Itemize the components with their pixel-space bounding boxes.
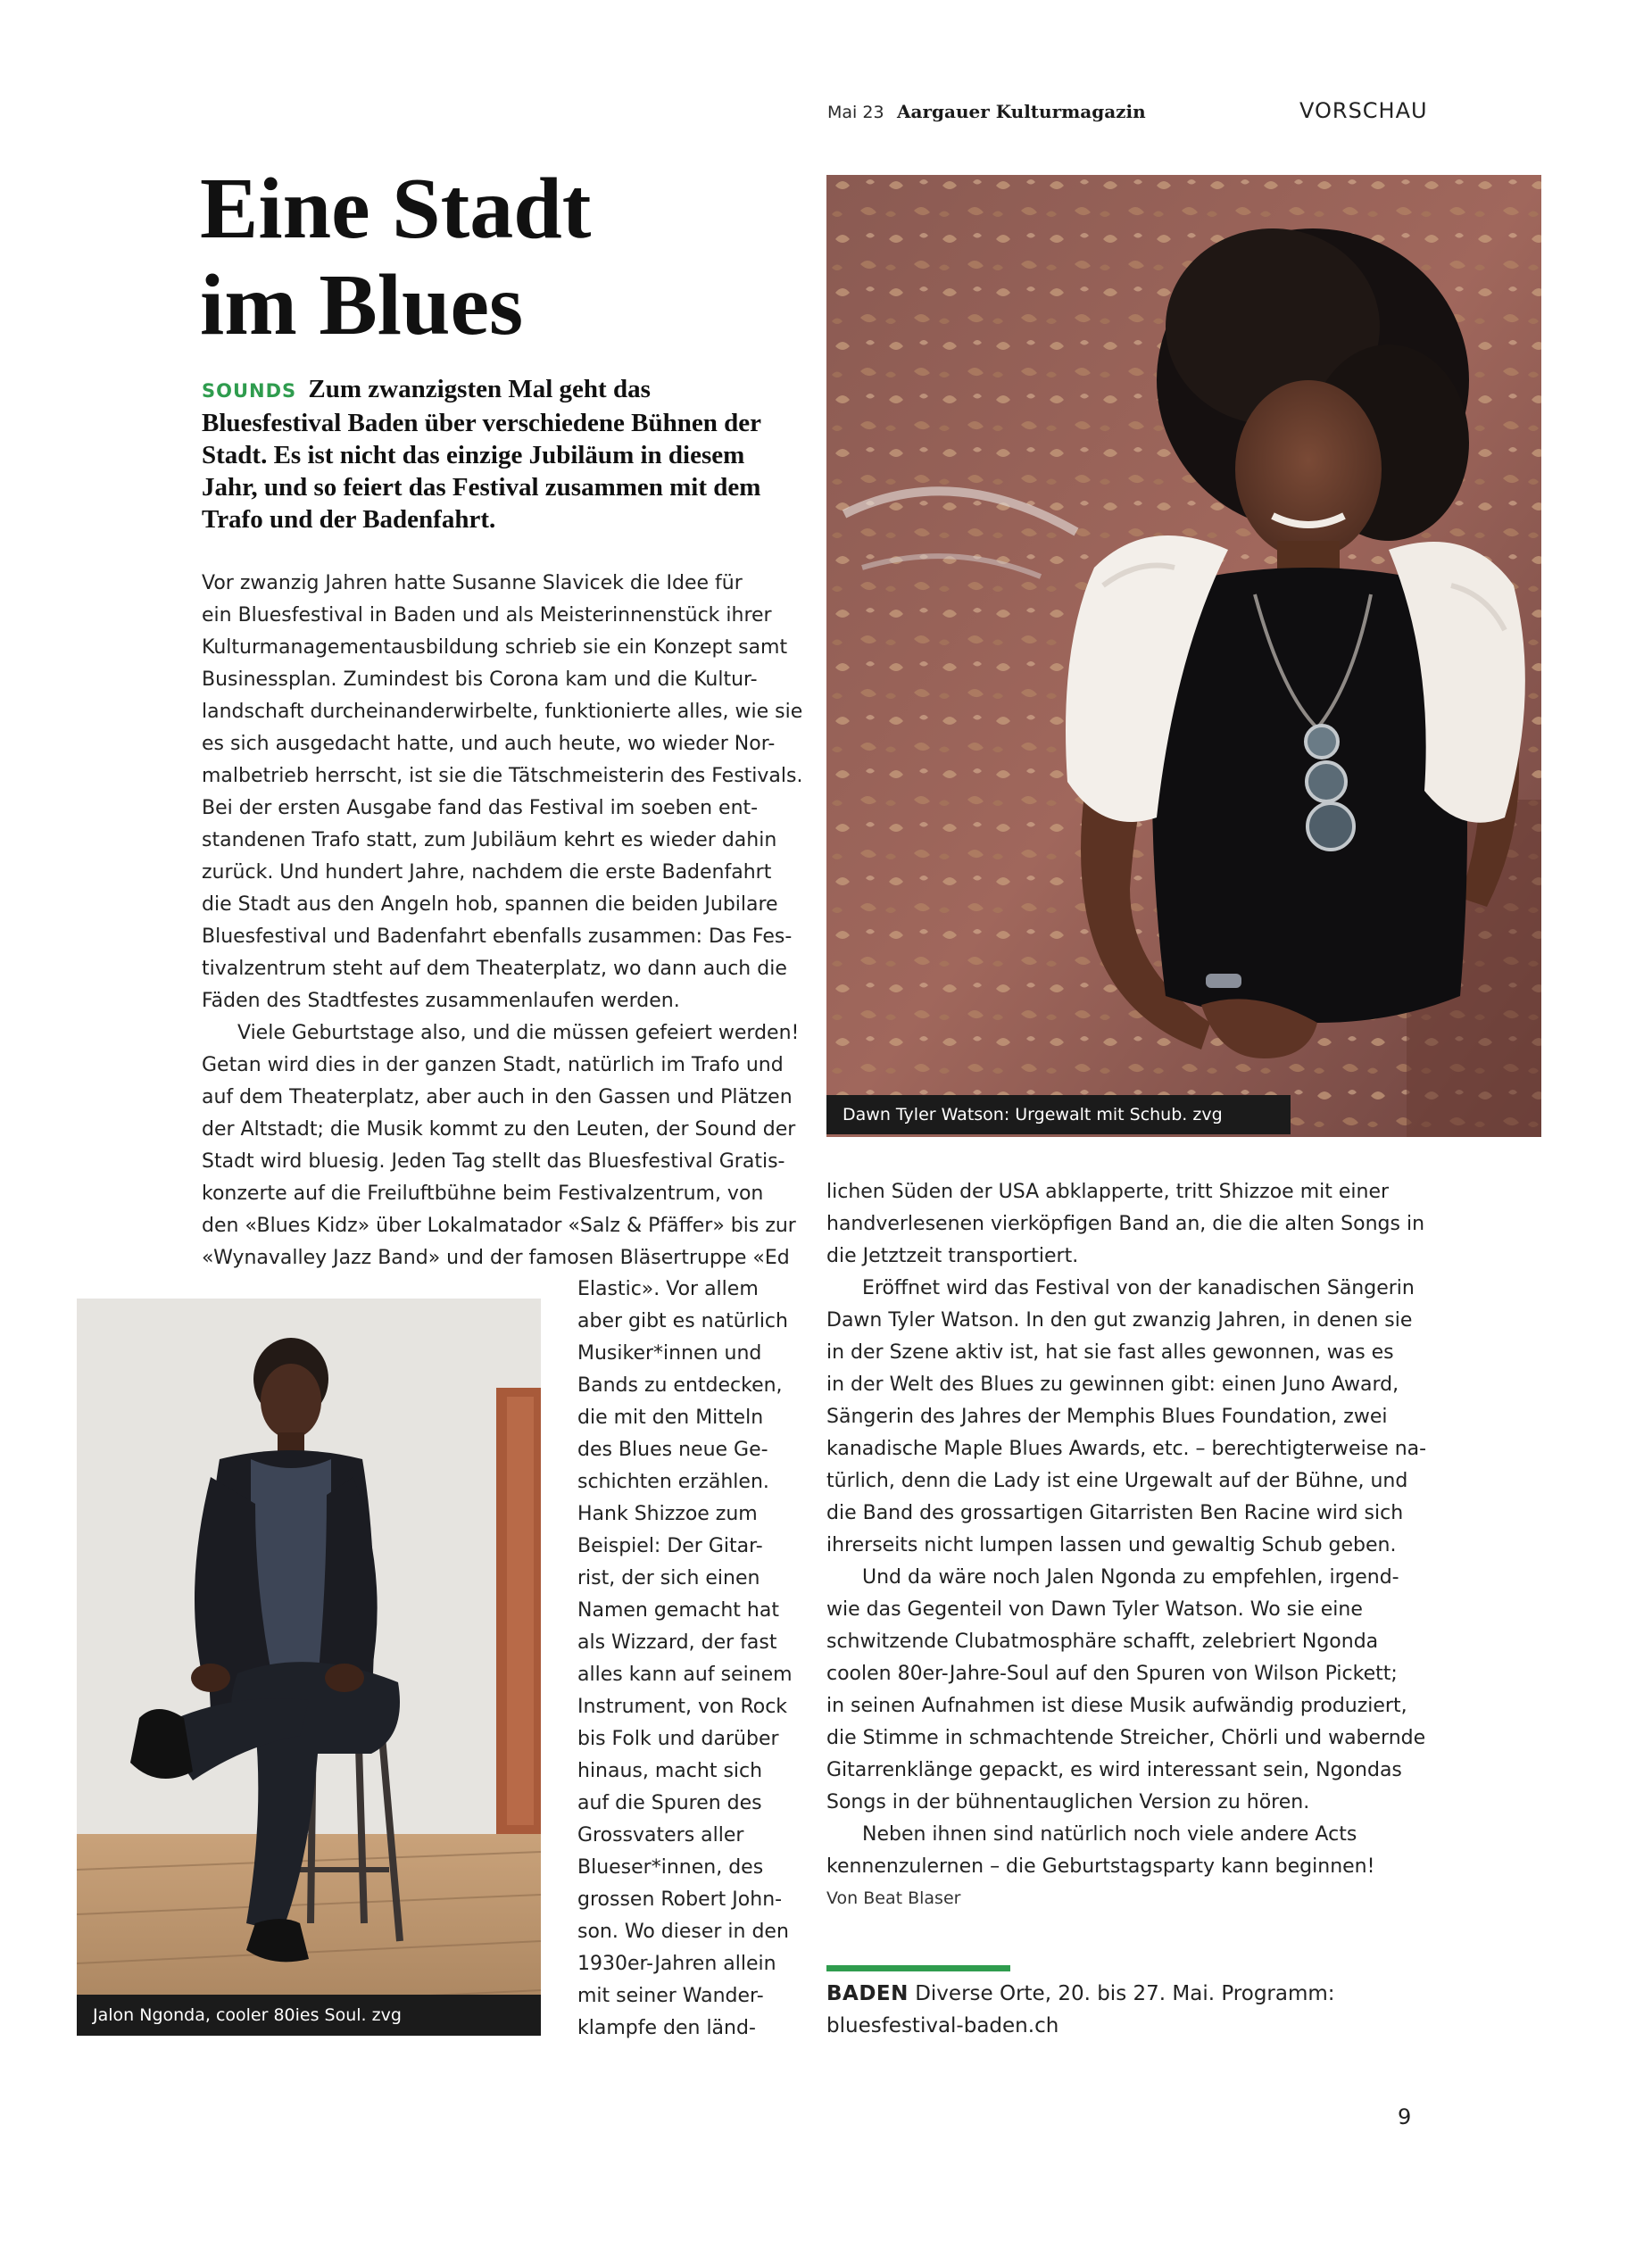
magazine-name: Aargauer Kulturmagazin xyxy=(897,101,1146,122)
body-line: die Band des grossartigen Gitarristen Ben Racine wird sich xyxy=(826,1502,1404,1524)
body-line: Stadt wird bluesig. Jeden Tag stellt das Bluesfestival Gratis- xyxy=(202,1150,785,1173)
body-line: Dawn Tyler Watson. In den gut zwanzig Jahren, in denen sie xyxy=(826,1309,1413,1332)
body-line: Songs in der bühnentauglichen Version zu hören. xyxy=(826,1791,1310,1813)
body-line: schichten erzählen. xyxy=(577,1471,769,1493)
page-number: 9 xyxy=(1398,2104,1412,2129)
body-line: Gitarrenklänge gepackt, es wird interessant sein, Ngondas xyxy=(826,1759,1402,1781)
body-line: Musiker*innen und xyxy=(577,1342,762,1365)
info-details: Diverse Orte, 20. bis 27. Mai. Programm: xyxy=(915,1982,1335,2005)
body-line: der Altstadt; die Musik kommt zu den Leuten, der Sound der xyxy=(202,1118,796,1141)
body-line: klampfe den länd- xyxy=(577,2017,756,2039)
seated-portrait-illustration xyxy=(77,1299,541,2036)
body-line: Businessplan. Zumindest bis Corona kam und die Kultur- xyxy=(202,668,758,691)
body-line: Bluesfestival und Badenfahrt ebenfalls zusammen: Das Fes- xyxy=(202,925,793,948)
body-line: malbetrieb herrscht, ist sie die Tätschmeisterin des Festivals. xyxy=(202,765,803,787)
body-line: ihrerseits nicht lumpen lassen und gewaltig Schub geben. xyxy=(826,1534,1397,1556)
body-line: als Wizzard, der fast xyxy=(577,1631,777,1654)
body-line: Blueser*innen, des xyxy=(577,1856,764,1879)
body-line: mit seiner Wander- xyxy=(577,1985,764,2007)
body-line: zurück. Und hundert Jahre, nachdem die erste Badenfahrt xyxy=(202,861,772,884)
author-byline: Von Beat Blaser xyxy=(826,1888,961,1908)
body-line: Und da wäre noch Jalen Ngonda zu empfehlen, irgend- xyxy=(862,1566,1399,1589)
body-line: in seinen Aufnahmen ist diese Musik aufwändig produziert, xyxy=(826,1695,1407,1717)
portrait-illustration xyxy=(826,175,1541,1137)
body-line: Elastic». Vor allem xyxy=(577,1278,759,1300)
body-line: bis Folk und darüber xyxy=(577,1728,779,1750)
body-line: hinaus, macht sich xyxy=(577,1760,763,1782)
photo-caption-main: Dawn Tyler Watson: Urgewalt mit Schub. zvg xyxy=(826,1095,1291,1134)
body-line: Sängerin des Jahres der Memphis Blues Foundation, zwei xyxy=(826,1406,1388,1428)
body-line: 1930er-Jahren allein xyxy=(577,1953,776,1975)
body-line: «Wynavalley Jazz Band» und der famosen Bläsertruppe «Ed xyxy=(202,1247,790,1269)
body-line: konzerte auf die Freiluftbühne beim Festivalzentrum, von xyxy=(202,1183,764,1205)
body-line: standenen Trafo statt, zum Jubiläum kehrt es wieder dahin xyxy=(202,829,777,851)
lead-kicker: SOUNDS xyxy=(202,380,297,402)
lead-text: Zum zwanzigsten Mal geht das Bluesfestival Baden über verschiedene Bühnen der Stadt. Es ist nicht das einzige Jubiläum in diesem Jahr, und so feiert das Festival zusammen mit dem Trafo und der Badenfahrt. xyxy=(202,375,761,534)
article-lead xyxy=(202,373,791,535)
body-column-2 xyxy=(826,1176,1433,1883)
body-line: Instrument, von Rock xyxy=(577,1696,788,1718)
body-line: die Stadt aus den Angeln hob, spannen die beiden Jubilare xyxy=(202,893,778,916)
article-headline xyxy=(200,161,807,353)
photo-jalon-ngonda xyxy=(77,1299,541,2036)
body-line: lichen Süden der USA abklapperte, tritt Shizzoe mit einer xyxy=(826,1181,1390,1203)
body-column-1-narrow xyxy=(577,1274,792,2045)
body-line: rist, der sich einen xyxy=(577,1567,760,1589)
event-info-box xyxy=(826,1978,1433,2042)
body-line: kennenzulernen – die Geburtstagsparty kann beginnen! xyxy=(826,1855,1375,1878)
body-line: auf die Spuren des xyxy=(577,1792,762,1814)
body-line: schwitzende Clubatmosphäre schafft, zelebriert Ngonda xyxy=(826,1631,1379,1653)
body-line: aber gibt es natürlich xyxy=(577,1310,788,1332)
info-website-link[interactable]: bluesfestival-baden.ch xyxy=(826,2014,1059,2037)
running-head xyxy=(0,100,1652,130)
body-line: Vor zwanzig Jahren hatte Susanne Slavicek die Idee für xyxy=(202,572,743,594)
headline-line-2: im Blues xyxy=(200,257,524,353)
body-line: türlich, denn die Lady ist eine Urgewalt auf der Bühne, und xyxy=(826,1470,1408,1492)
body-line: Eröffnet wird das Festival von der kanadischen Sängerin xyxy=(862,1277,1415,1299)
body-line: Bei der ersten Ausgabe fand das Festival im soeben ent- xyxy=(202,797,759,819)
photo-dawn-tyler-watson xyxy=(826,175,1541,1137)
body-line: son. Wo dieser in den xyxy=(577,1921,789,1943)
body-line: es sich ausgedacht hatte, und auch heute, wo wieder Nor- xyxy=(202,733,776,755)
body-line: Namen gemacht hat xyxy=(577,1599,779,1622)
info-place: BADEN xyxy=(826,1982,909,2005)
body-column-1 xyxy=(202,568,803,1274)
body-line: die Jetztzeit transportiert. xyxy=(826,1245,1079,1267)
body-line: coolen 80er-Jahre-Soul auf den Spuren von Wilson Pickett; xyxy=(826,1663,1398,1685)
body-line: alles kann auf seinem xyxy=(577,1664,793,1686)
body-line: Fäden des Stadtfestes zusammenlaufen werden. xyxy=(202,990,680,1012)
body-line: tivalzentrum steht auf dem Theaterplatz, wo dann auch die xyxy=(202,958,787,980)
body-line: Getan wird dies in der ganzen Stadt, natürlich im Trafo und xyxy=(202,1054,784,1076)
body-line: die mit den Mitteln xyxy=(577,1407,764,1429)
body-line: auf dem Theaterplatz, aber auch in den Gassen und Plätzen xyxy=(202,1086,793,1108)
headline-line-1: Eine Stadt xyxy=(200,161,592,257)
issue-date: Mai 23 xyxy=(827,103,884,122)
body-line: grossen Robert John- xyxy=(577,1888,783,1911)
body-line: die Stimme in schmachtende Streicher, Chörli und wabernde xyxy=(826,1727,1426,1749)
body-line: des Blues neue Ge- xyxy=(577,1439,768,1461)
section-label: VORSCHAU xyxy=(1299,98,1428,123)
body-line: Grossvaters aller xyxy=(577,1824,744,1847)
body-line: handverlesenen vierköpfigen Band an, die die alten Songs in xyxy=(826,1213,1425,1235)
body-line: wie das Gegenteil von Dawn Tyler Watson. Wo sie eine xyxy=(826,1598,1363,1621)
info-box-rule xyxy=(826,1965,1010,1971)
body-line: Hank Shizzoe zum xyxy=(577,1503,758,1525)
body-line: in der Szene aktiv ist, hat sie fast alles gewonnen, was es xyxy=(826,1341,1394,1364)
body-line: Neben ihnen sind natürlich noch viele andere Acts xyxy=(862,1823,1357,1846)
body-line: landschaft durcheinanderwirbelte, funktionierte alles, wie sie xyxy=(202,701,803,723)
photo-caption-secondary: Jalon Ngonda, cooler 80ies Soul. zvg xyxy=(77,1995,541,2036)
body-line: Viele Geburtstage also, und die müssen gefeiert werden! xyxy=(237,1022,800,1044)
body-line: kanadische Maple Blues Awards, etc. – berechtigterweise na- xyxy=(826,1438,1427,1460)
body-line: Beispiel: Der Gitar- xyxy=(577,1535,763,1557)
body-line: Bands zu entdecken, xyxy=(577,1374,783,1397)
body-line: Kulturmanagementausbildung schrieb sie ein Konzept samt xyxy=(202,636,788,659)
body-line: den «Blues Kidz» über Lokalmatador «Salz & Pfäffer» bis zur xyxy=(202,1215,796,1237)
body-line: in der Welt des Blues zu gewinnen gibt: einen Juno Award, xyxy=(826,1373,1399,1396)
body-line: ein Bluesfestival in Baden und als Meisterinnenstück ihrer xyxy=(202,604,772,627)
